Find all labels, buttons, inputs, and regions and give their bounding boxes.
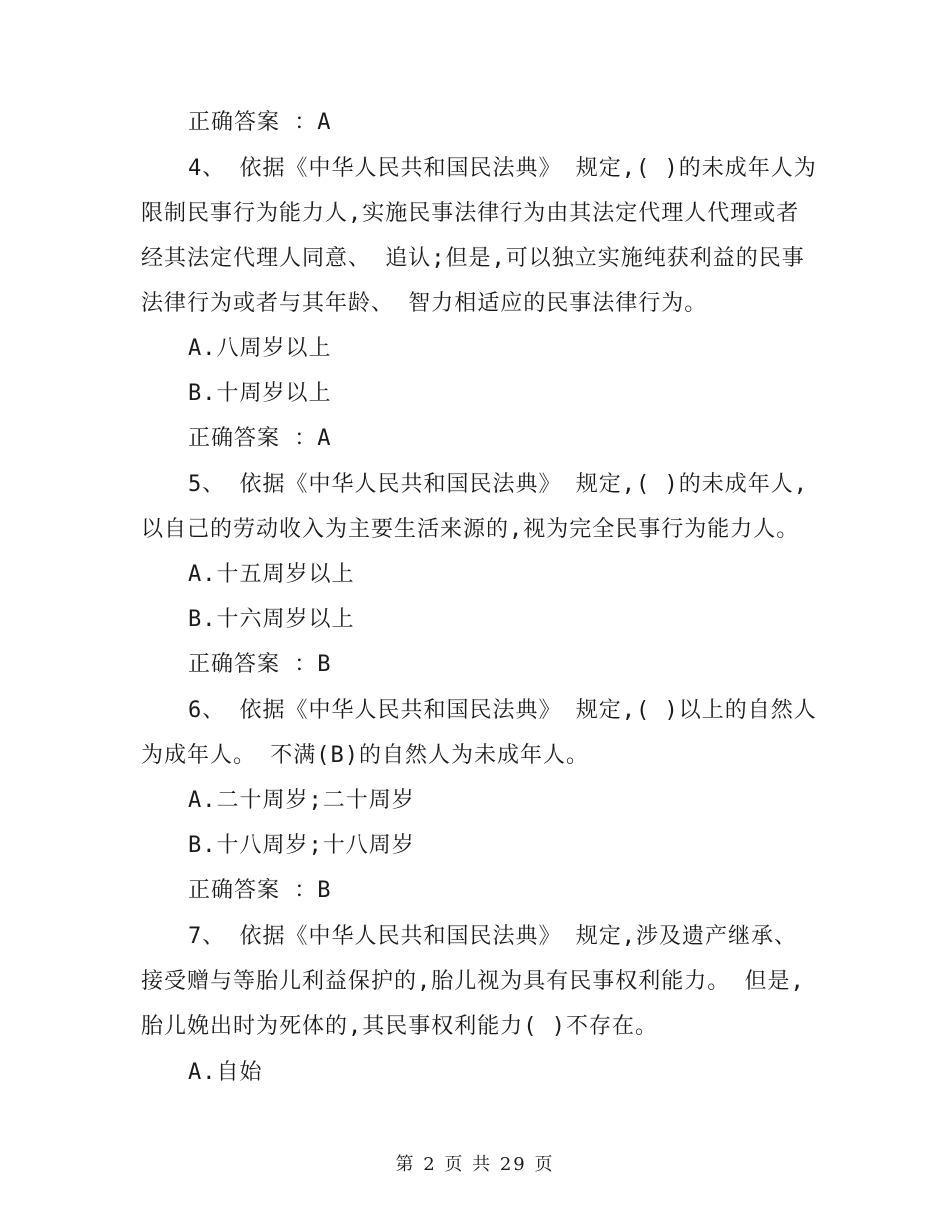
question-4-line-4: 法律行为或者与其年龄、 智力相适应的民事法律行为。 bbox=[141, 291, 708, 316]
question-5-line-1: 5、 依据《中华人民共和国民法典》 规定,( )的未成年人, bbox=[188, 472, 808, 497]
question-7-line-1: 7、 依据《中华人民共和国民法典》 规定,涉及遗产继承、 bbox=[188, 924, 797, 949]
option-6a: A.二十周岁;二十周岁 bbox=[188, 788, 415, 813]
question-5-line-2: 以自己的劳动收入为主要生活来源的,视为完全民事行为能力人。 bbox=[141, 517, 800, 542]
option-4b: B.十周岁以上 bbox=[188, 381, 332, 406]
question-7-line-2: 接受赠与等胎儿利益保护的,胎儿视为具有民事权利能力。 但是, bbox=[141, 969, 805, 994]
question-6-line-2: 为成年人。 不满(B)的自然人为未成年人。 bbox=[141, 743, 589, 768]
question-4-line-3: 经其法定代理人同意、 追认;但是,可以独立实施纯获利益的民事 bbox=[141, 246, 805, 271]
page-footer: 第 2 页 共 29 页 bbox=[395, 1154, 555, 1175]
question-4-line-1: 4、 依据《中华人民共和国民法典》 规定,( )的未成年人为 bbox=[188, 156, 817, 181]
question-7-line-3: 胎儿娩出时为死体的,其民事权利能力( )不存在。 bbox=[141, 1014, 658, 1039]
option-5a: A.十五周岁以上 bbox=[188, 562, 355, 587]
question-6-line-1: 6、 依据《中华人民共和国民法典》 规定,( )以上的自然人 bbox=[188, 698, 817, 723]
option-4a: A.八周岁以上 bbox=[188, 336, 332, 361]
answer-q4: 正确答案 ：A bbox=[188, 426, 332, 451]
answer-q5: 正确答案 ：B bbox=[188, 652, 332, 677]
answer-q3: 正确答案 ：A bbox=[188, 110, 332, 135]
option-6b: B.十八周岁;十八周岁 bbox=[188, 833, 415, 858]
question-4-line-2: 限制民事行为能力人,实施民事法律行为由其法定代理人代理或者 bbox=[141, 201, 800, 226]
option-7a: A.自始 bbox=[188, 1060, 263, 1085]
answer-q6: 正确答案 ：B bbox=[188, 878, 332, 903]
option-5b: B.十六周岁以上 bbox=[188, 607, 355, 632]
